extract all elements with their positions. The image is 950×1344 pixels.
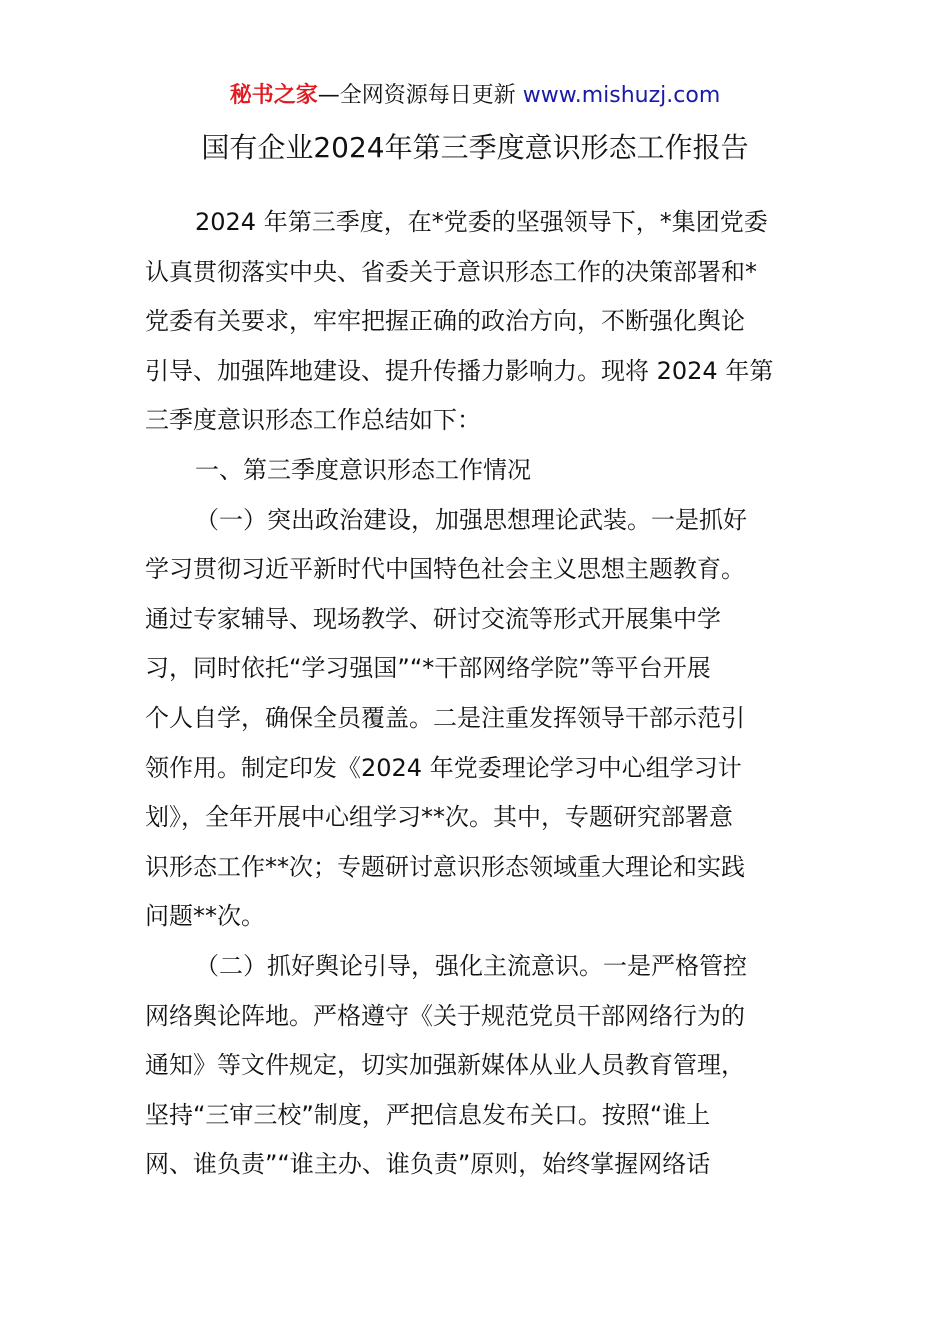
paragraph-line: 识形态工作**次；专题研讨意识形态领域重大理论和实践 (145, 852, 745, 881)
paragraph-line: 问题**次。 (145, 902, 265, 931)
paragraph-line: 网络舆论阵地。严格遵守《关于规范党员干部网络行为的 (145, 1001, 745, 1030)
paragraph-line: 党委有关要求，牢牢把握正确的政治方向，不断强化舆论 (145, 307, 745, 336)
paragraph-line: 领作用。制定印发《2024 年党委理论学习中心组学习计 (145, 753, 742, 782)
paragraph-line: 通知》等文件规定，切实加强新媒体从业人员教育管理， (145, 1051, 745, 1080)
site-url-link[interactable]: www.mishuzj.com (522, 83, 721, 108)
brand-name: 秘书之家 (229, 83, 318, 108)
paragraph-line: 学习贯彻习近平新时代中国特色社会主义思想主题教育。 (145, 555, 745, 584)
header-tagline: —全网资源每日更新 (317, 83, 516, 108)
paragraph-line: 三季度意识形态工作总结如下： (145, 406, 481, 435)
paragraph-line: 划》，全年开展中心组学习**次。其中，专题研究部署意 (145, 803, 733, 832)
paragraph-line: 习，同时依托“学习强国”“*干部网络学院”等平台开展 (145, 654, 711, 683)
paragraph-line: （一）突出政治建设，加强思想理论武装。一是抓好 (195, 505, 747, 534)
paragraph-line: 通过专家辅导、现场教学、研讨交流等形式开展集中学 (145, 604, 721, 633)
document-title: 国有企业2024年第三季度意识形态工作报告 (201, 131, 749, 164)
paragraph-line: 坚持“三审三校”制度，严把信息发布关口。按照“谁上 (145, 1100, 711, 1129)
section-heading: 一、第三季度意识形态工作情况 (195, 455, 531, 484)
paragraph-line: 个人自学，确保全员覆盖。二是注重发挥领导干部示范引 (145, 703, 745, 732)
paragraph-line: 认真贯彻落实中央、省委关于意识形态工作的决策部署和* (145, 257, 757, 286)
paragraph-line: 网、谁负责”“谁主办、谁负责”原则，始终掌握网络话 (145, 1150, 711, 1179)
document-body (145, 198, 807, 1190)
paragraph-line: 引导、加强阵地建设、提升传播力影响力。现将 2024 年第 (145, 356, 774, 385)
site-header (0, 80, 950, 112)
paragraph-line: （二）抓好舆论引导，强化主流意识。一是严格管控 (195, 951, 747, 980)
paragraph-line: 2024 年第三季度，在*党委的坚强领导下，*集团党委 (195, 208, 768, 236)
